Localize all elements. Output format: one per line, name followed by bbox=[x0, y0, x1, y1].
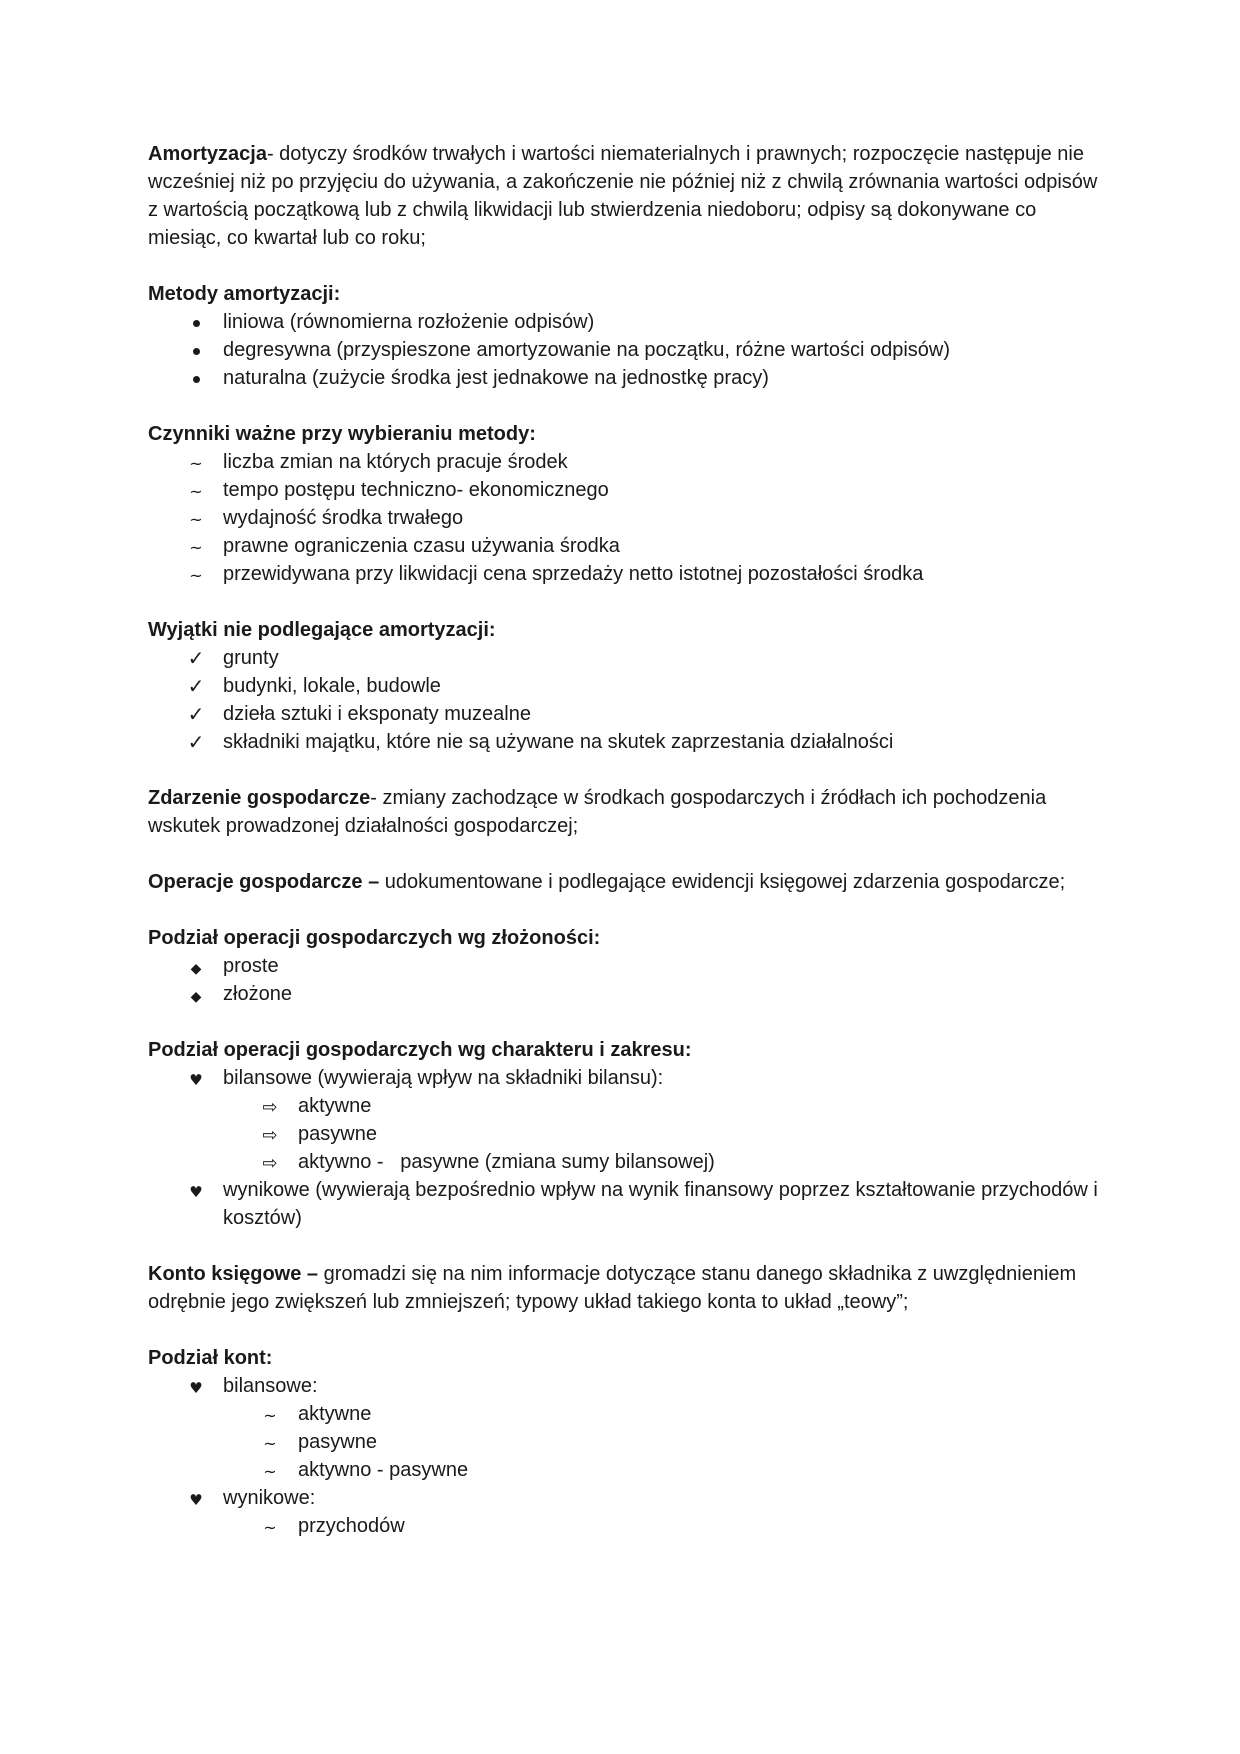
list-item: ⇨ aktywno - pasywne (zmiana sumy bilansowej) bbox=[148, 1148, 1108, 1176]
tilde-bullet-icon bbox=[184, 448, 208, 478]
list-item: degresywna (przyspieszone amortyzowanie na początku, różne wartości odpisów) bbox=[148, 336, 1108, 364]
checkmark-icon bbox=[184, 644, 208, 672]
list-metody bbox=[148, 308, 1108, 392]
paragraph-amortyzacja bbox=[148, 140, 1108, 252]
list-item: ~ liczba zmian na których pracuje środek bbox=[148, 448, 1108, 476]
list-czynniki bbox=[148, 448, 1108, 588]
list-podzial-kont-wynikowe bbox=[148, 1484, 1108, 1512]
list-item: ◆ proste bbox=[148, 952, 1108, 980]
term-amortyzacja: Amortyzacja bbox=[148, 143, 267, 165]
tilde-bullet-icon bbox=[184, 532, 208, 562]
tilde-bullet-icon bbox=[184, 476, 208, 506]
checkmark-icon bbox=[184, 700, 208, 728]
heart-bullet-icon bbox=[184, 1372, 208, 1402]
list-item: ~ przychodów bbox=[148, 1512, 1108, 1540]
list-item: ~ aktywne bbox=[148, 1400, 1108, 1428]
diamond-bullet-icon bbox=[184, 952, 208, 983]
tilde-bullet-icon bbox=[258, 1428, 282, 1458]
section-zdarzenie bbox=[148, 784, 1108, 840]
heart-bullet-icon bbox=[184, 1484, 208, 1514]
list-item: ✓ budynki, lokale, budowle bbox=[148, 672, 1108, 700]
list-podzial-kont bbox=[148, 1372, 1108, 1400]
heading-podzial-charakter: Podział operacji gospodarczych wg charakteru i zakresu: bbox=[148, 1039, 692, 1061]
list-podzial-zlozonosc bbox=[148, 952, 1108, 1008]
list-item: ⇨ aktywne bbox=[148, 1092, 1108, 1120]
paragraph-operacje bbox=[148, 868, 1108, 896]
list-item: ♥ wynikowe: bbox=[148, 1484, 1108, 1512]
list-wyjatki bbox=[148, 644, 1108, 756]
checkmark-icon bbox=[184, 672, 208, 700]
section-amortyzacja bbox=[148, 140, 1108, 252]
definition-amortyzacja: - dotyczy środków trwałych i wartości niematerialnych i prawnych; rozpoczęcie następuje nie wcześniej niż po przyjęciu do używania, a zakończenie nie później niż z chwilą zrównania wartości odpisów z wartością początkową lub z chwilą likwidacji lub stwierdzenia niedoboru; odpisy są dokonywane co miesiąc, co kwartał lub co roku; bbox=[148, 143, 1098, 249]
section-podzial-zlozonosc bbox=[148, 924, 1108, 1008]
section-podzial-charakter bbox=[148, 1036, 1108, 1232]
paragraph-zdarzenie bbox=[148, 784, 1108, 840]
list-item: ◆ złożone bbox=[148, 980, 1108, 1008]
definition-zdarzenie: - zmiany zachodzące w środkach gospodarczych i źródłach ich pochodzenia wskutek prowadzonej działalności gospodarczej; bbox=[148, 787, 1047, 837]
bullet-dot-icon bbox=[184, 308, 208, 336]
tilde-bullet-icon bbox=[258, 1456, 282, 1486]
paragraph-konto bbox=[148, 1260, 1108, 1316]
tilde-bullet-icon bbox=[258, 1400, 282, 1430]
arrow-right-icon bbox=[258, 1148, 282, 1178]
diamond-bullet-icon bbox=[184, 980, 208, 1011]
section-wyjatki bbox=[148, 616, 1108, 756]
tilde-bullet-icon bbox=[184, 560, 208, 590]
list-item: ~ aktywno - pasywne bbox=[148, 1456, 1108, 1484]
list-item: ✓ składniki majątku, które nie są używane na skutek zaprzestania działalności bbox=[148, 728, 1108, 756]
heart-bullet-icon bbox=[184, 1064, 208, 1094]
heading-wyjatki: Wyjątki nie podlegające amortyzacji: bbox=[148, 619, 496, 641]
tilde-bullet-icon bbox=[184, 504, 208, 534]
tilde-bullet-icon bbox=[258, 1512, 282, 1542]
section-metody bbox=[148, 280, 1108, 392]
heading-czynniki: Czynniki ważne przy wybieraniu metody: bbox=[148, 423, 536, 445]
list-item: ~ pasywne bbox=[148, 1428, 1108, 1456]
list-item: ~ przewidywana przy likwidacji cena sprzedaży netto istotnej pozostałości środka bbox=[148, 560, 1108, 588]
list-item: ♥ wynikowe (wywierają bezpośrednio wpływ na wynik finansowy poprzez kształtowanie przychodów i kosztów) bbox=[148, 1176, 1108, 1232]
list-podzial-charakter bbox=[148, 1064, 1108, 1092]
heart-bullet-icon bbox=[184, 1176, 208, 1206]
list-item: naturalna (zużycie środka jest jednakowe na jednostkę pracy) bbox=[148, 364, 1108, 392]
list-podzial-charakter-wynikowe bbox=[148, 1176, 1108, 1232]
list-item: ♥ bilansowe: bbox=[148, 1372, 1108, 1400]
term-zdarzenie: Zdarzenie gospodarcze bbox=[148, 787, 371, 809]
term-operacje: Operacje gospodarcze – bbox=[148, 871, 380, 893]
sublist-bilansowe-operacje bbox=[148, 1092, 1108, 1176]
bullet-dot-icon bbox=[184, 364, 208, 392]
arrow-right-icon bbox=[258, 1120, 282, 1150]
list-item: ~ tempo postępu techniczno- ekonomicznego bbox=[148, 476, 1108, 504]
list-item: ~ prawne ograniczenia czasu używania środka bbox=[148, 532, 1108, 560]
section-podzial-kont bbox=[148, 1344, 1108, 1540]
heading-metody: Metody amortyzacji: bbox=[148, 283, 341, 305]
checkmark-icon bbox=[184, 728, 208, 756]
list-item: ♥ bilansowe (wywierają wpływ na składniki bilansu): bbox=[148, 1064, 1108, 1092]
section-operacje bbox=[148, 868, 1108, 896]
definition-konto: gromadzi się na nim informacje dotyczące stanu danego składnika z uwzględnieniem odrębnie jego zwiększeń lub zmniejszeń; typowy układ takiego konta to układ „teowy”; bbox=[148, 1263, 1077, 1313]
list-item: ⇨ pasywne bbox=[148, 1120, 1108, 1148]
list-item: ~ wydajność środka trwałego bbox=[148, 504, 1108, 532]
term-konto: Konto księgowe – bbox=[148, 1263, 319, 1285]
document-page bbox=[148, 140, 1108, 1568]
section-czynniki bbox=[148, 420, 1108, 588]
sublist-konta-bilansowe bbox=[148, 1400, 1108, 1484]
definition-operacje: udokumentowane i podlegające ewidencji księgowej zdarzenia gospodarcze; bbox=[379, 871, 1066, 893]
arrow-right-icon bbox=[258, 1092, 282, 1122]
sublist-konta-wynikowe bbox=[148, 1512, 1108, 1540]
heading-podzial-kont: Podział kont: bbox=[148, 1347, 273, 1369]
heading-podzial-zlozonosc: Podział operacji gospodarczych wg złożoności: bbox=[148, 927, 601, 949]
bullet-dot-icon bbox=[184, 336, 208, 364]
list-item: ✓ grunty bbox=[148, 644, 1108, 672]
list-item: liniowa (równomierna rozłożenie odpisów) bbox=[148, 308, 1108, 336]
section-konto bbox=[148, 1260, 1108, 1316]
list-item: ✓ dzieła sztuki i eksponaty muzealne bbox=[148, 700, 1108, 728]
